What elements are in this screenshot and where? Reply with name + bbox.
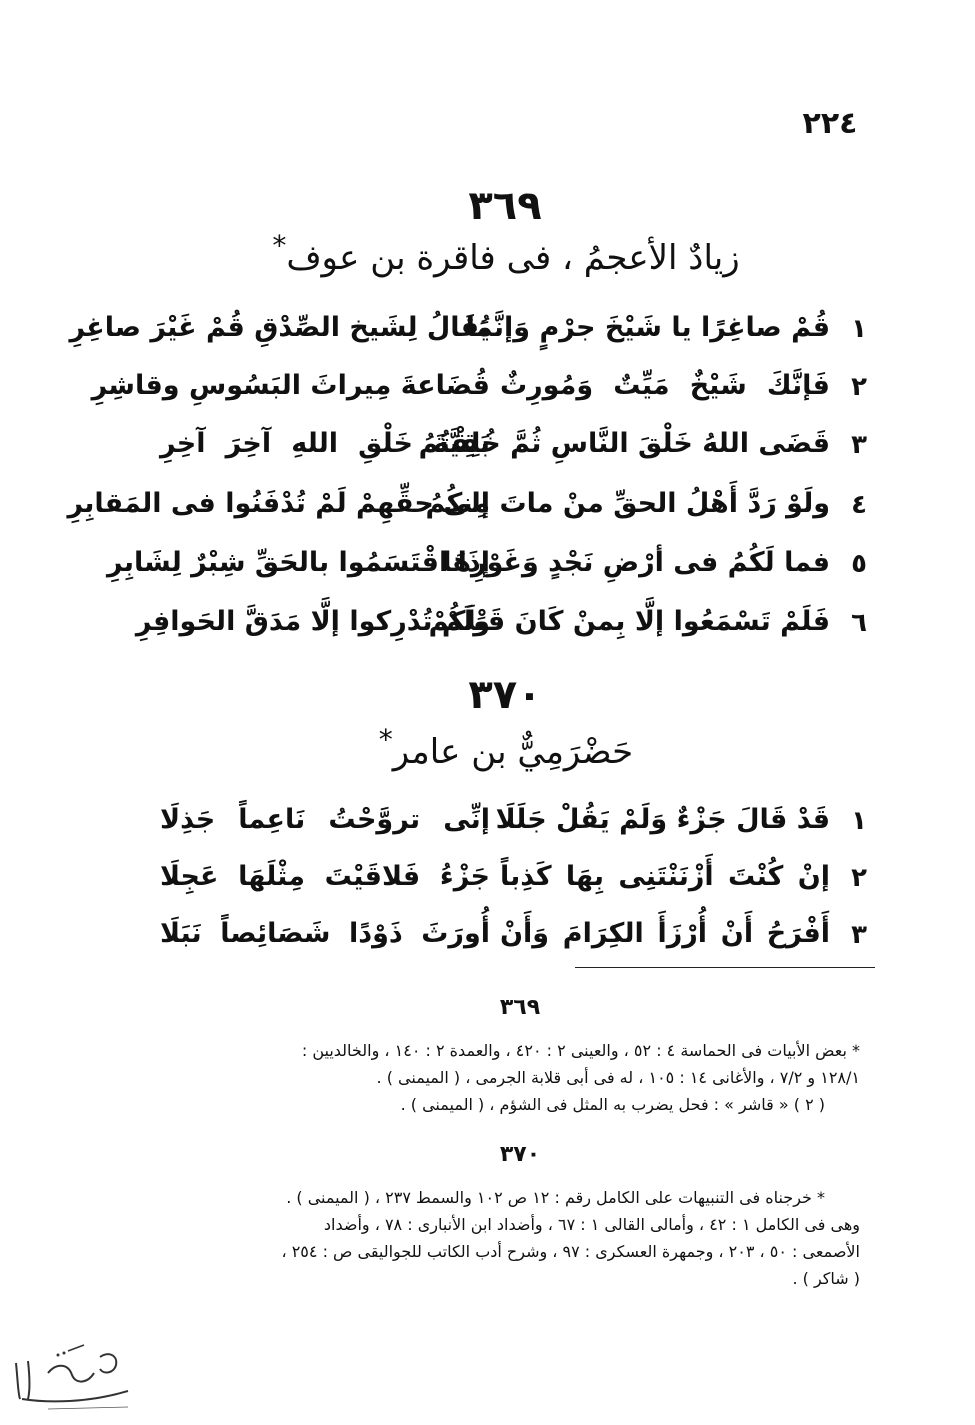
footnote-separator <box>575 967 875 968</box>
footnote-heading: ٣٧٠ <box>499 1142 541 1167</box>
verse <box>160 800 872 850</box>
verse <box>91 366 872 416</box>
poem-title-text: حَضْرَمِيٌّ بن عامر <box>392 732 634 772</box>
verse-first-hemistich: قُمْ صاغِرًا يا شَيْخَ جرْمٍ وَإنَّمَا <box>465 312 830 343</box>
poem-number: ٣٧٠ <box>468 672 542 718</box>
verse-first-hemistich: ولَوْ رَدَّ أَهْلُ الحقِّ منْ ماتَ مِنكُمُ <box>425 488 830 519</box>
verse-number: ٤ <box>851 490 867 520</box>
verse-second-hemistich: قُضَاعةَ مِيراثَ البَسُوسِ وقاشِرِ <box>91 370 490 401</box>
verse-first-hemistich: قَضَى اللهُ خَلْقَ النَّاسِ ثُمَّ خُلِقْتُمُ <box>418 428 830 459</box>
verse-first-hemistich: فما لَكُمُ فى أرْضِ نَجْدٍ وَغَوْرِهَا <box>442 547 830 578</box>
verse <box>107 543 872 593</box>
verse-first-hemistich: قَدْ قَالَ جَزْءٌ وَلَمْ يَقُلْ جَلَلَا <box>495 804 830 835</box>
footnote-line: ( شاكر ) . <box>792 1269 860 1288</box>
verse-second-hemistich: جَزْءُ فَلاقَيْتَ مِثْلَهَا عَجِلَا <box>160 861 490 892</box>
verse-number: ١ <box>851 806 867 836</box>
verse-number: ٣ <box>851 920 867 950</box>
verse-second-hemistich: إنِّى تروَّحْتُ نَاعِماً جَذِلَا <box>160 804 490 835</box>
footnote-line: وهى فى الكامل ١ : ٤٢ ، وأمالى القالى ١ : ٦٧ ، وأضداد ابن الأنبارى : ٧٨ ، وأضداد <box>323 1215 860 1234</box>
footnote-star: * <box>272 229 287 262</box>
poem-title <box>0 723 975 772</box>
verse-number: ٥ <box>851 549 867 579</box>
verse-second-hemistich: أُورَثَ ذَوْدًا شَصَائِصاً نَبَلَا <box>160 918 490 949</box>
footnote-star: * <box>378 723 393 756</box>
verse-number: ٢ <box>851 863 867 893</box>
footnote-heading: ٣٦٩ <box>499 995 541 1020</box>
footnote-line: ( ٢ ) « قاشر » : فحل يضرب به المثل فى الشؤم ، ( الميمنى ) . <box>400 1095 825 1114</box>
footnote-line: * بعض الأبيات فى الحماسة ٤ : ٥٢ ، والعينى ٢ : ٤٢٠ ، والعمدة ٢ : ١٤٠ ، والخالديين : <box>301 1041 860 1060</box>
verse <box>135 602 872 652</box>
poem-number: ٣٦٩ <box>468 183 542 229</box>
poem-title <box>0 229 975 278</box>
verse <box>160 857 872 907</box>
verse-number: ٣ <box>851 430 867 460</box>
verse-second-hemistich: وَلَمْ تُدْرِكوا إلَّا مَدَقَّ الحَوافِرِ <box>135 606 490 637</box>
verse-first-hemistich: أَفْرَحُ أَنْ أُرْزَأَ الكِرَامَ وَأَنْ <box>500 918 830 949</box>
calligraphy-logo <box>8 1333 138 1413</box>
footnote-line: * خرجناه فى التنبيهات على الكامل رقم : ١٢ ص ١٠٢ والسمط ٢٣٧ ، ( الميمنى ) . <box>286 1188 825 1207</box>
verse <box>160 424 872 474</box>
verse-second-hemistich: بَقِيَّةَ خَلْقِ اللهِ آخِرَ آخِرِ <box>160 428 490 459</box>
verse <box>160 914 872 964</box>
footnote-line: ١٢٨/١ و ٧/٢ ، والأغانى ١٤ : ١٠٥ ، له فى أبى قلابة الجرمى ، ( الميمنى ) . <box>376 1068 860 1087</box>
verse-first-hemistich: إنْ كُنْتَ أَزْنَنْتَنِى بِهَا كَذِباً <box>500 861 830 892</box>
verse-number: ٢ <box>851 372 867 402</box>
verse-number: ٦ <box>851 608 867 638</box>
page-number: ٢٢٤ <box>802 106 858 141</box>
verse-first-hemistich: فَإنَّكَ شَيْخٌ مَيِّتٌ وَمُورِثٌ <box>500 370 830 401</box>
footnote-line: الأصمعى : ٥٠ ، ٢٠٣ ، وجمهرة العسكرى : ٩٧ ، وشرح أدب الكاتب للجواليقى ص : ٢٥٤ ، <box>281 1242 860 1261</box>
verse-first-hemistich: فَلَمْ تَسْمَعُوا إلَّا بِمنْ كَانَ قَبْلَكُمْ <box>428 606 830 637</box>
verse <box>69 308 872 358</box>
verse <box>67 484 872 534</box>
verse-second-hemistich: يُقَالُ لِشَيخ الصِّدْقِ قُمْ غَيْرَ صاغِرِ <box>69 312 490 343</box>
verse-second-hemistich: إذَا اقْتَسَمُوا بالحَقِّ شِبْرٌ لِشَابِرِ <box>107 547 490 578</box>
verse-second-hemistich: إلى حقِّهِمْ لَمْ تُدْفَنُوا فى المَقابِرِ <box>67 488 490 519</box>
poem-title-text: زيادٌ الأعجمُ ، فى فاقرة بن عوف <box>286 238 740 278</box>
verse-number: ١ <box>851 314 867 344</box>
